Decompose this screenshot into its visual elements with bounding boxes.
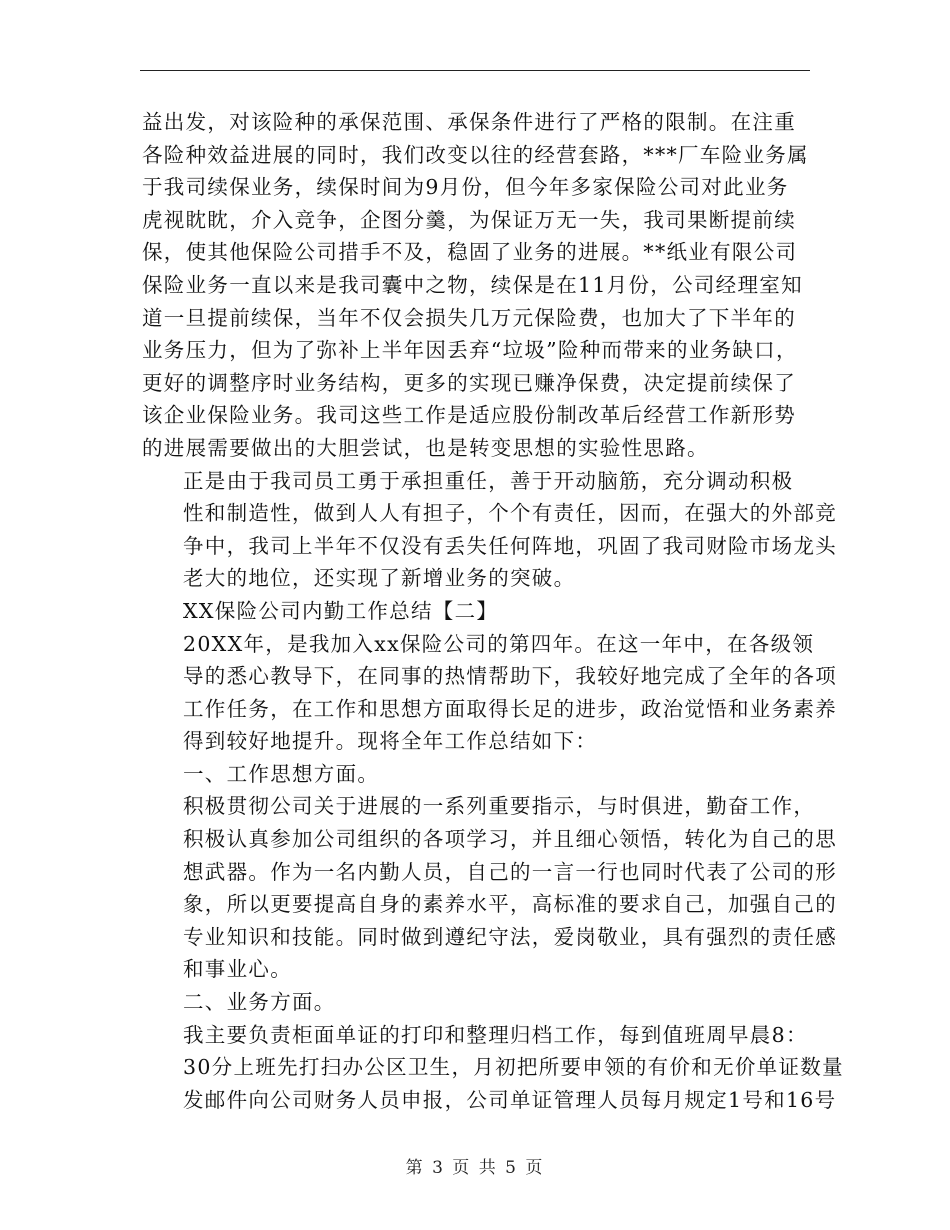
- text-line: 业务压力，但为了弥补上半年因丢弃“垃圾”险种而带来的业务缺口，: [142, 338, 798, 363]
- paragraph: [142, 1019, 844, 1117]
- text-line: 更好的调整序时业务结构，更多的实现已赚净保费，决定提前续保了: [142, 370, 796, 395]
- text-line: 正是由于我司员工勇于承担重任，善于开动脑筋，充分调动积极: [183, 468, 794, 493]
- text-line: 发邮件向公司财务人员申报，公司单证管理人员每月规定1号和16号: [183, 1087, 837, 1112]
- text-line: 20XX年，是我加入xx保险公司的第四年。在这一年中，在各级领: [183, 631, 815, 656]
- text-line: 一、工作思想方面。: [183, 761, 380, 786]
- paragraph: [142, 790, 837, 986]
- text-line: 积极认真参加公司组织的各项学习，并且细心领悟，转化为自己的思: [183, 827, 837, 852]
- paragraph: [142, 758, 810, 791]
- paragraph: [142, 628, 837, 758]
- text-line: 老大的地位，还实现了新增业务的突破。: [183, 566, 576, 591]
- text-line: 保险业务一直以来是我司囊中之物，续保是在11月份，公司经理室知: [142, 272, 803, 297]
- document-body: [142, 106, 844, 1116]
- text-line: 工作任务，在工作和思想方面取得长足的进步，政治觉悟和业务素养: [183, 696, 837, 721]
- text-line: 积极贯彻公司关于进展的一系列重要指示，与时俱进，勤奋工作，: [183, 794, 816, 819]
- text-line: 道一旦提前续保，当年不仅会损失几万元保险费，也加大了下半年的: [142, 305, 796, 330]
- text-line: 该企业保险业务。我司这些工作是适应股份制改革后经营工作新形势: [142, 403, 796, 428]
- paragraph: [142, 106, 810, 465]
- text-line: 益出发，对该险种的承保范围、承保条件进行了严格的限制。在注重: [142, 110, 796, 134]
- text-line: 得到较好地提升。现将全年工作总结如下：: [183, 729, 598, 754]
- text-line: 导的悉心教导下，在同事的热情帮助下，我较好地完成了全年的各项: [183, 664, 837, 689]
- paragraph: [142, 986, 810, 1019]
- text-line: 的进展需要做出的大胆尝试，也是转变思想的实验性思路。: [142, 435, 709, 460]
- text-line: 想武器。作为一名内勤人员，自己的一言一行也同时代表了公司的形: [183, 859, 837, 884]
- text-line: 二、业务方面。: [183, 990, 336, 1015]
- text-line: 30分上班先打扫办公区卫生，月初把所要申领的有价和无价单证数量: [183, 1055, 844, 1080]
- text-line: 专业知识和技能。同时做到遵纪守法，爱岗敬业，具有强烈的责任感: [183, 924, 837, 949]
- paragraph: [142, 595, 810, 628]
- text-line: 和事业心。: [183, 957, 292, 982]
- text-line: 我主要负责柜面单证的打印和整理归档工作，每到值班周早晨8：: [183, 1022, 808, 1047]
- text-line: 象，所以更要提高自身的素养水平，高标准的要求自己，加强自己的: [183, 892, 837, 917]
- text-line: 争中，我司上半年不仅没有丢失任何阵地，巩固了我司财险市场龙头: [183, 533, 837, 558]
- text-line: 虎视眈眈，介入竞争，企图分羹，为保证万无一失，我司果断提前续: [142, 207, 796, 232]
- paragraph: [142, 465, 837, 595]
- text-line: 于我司续保业务，续保时间为9月份，但今年多家保险公司对此业务: [142, 175, 789, 200]
- text-line: 保，使其他保险公司措手不及，稳固了业务的进展。**纸业有限公司: [142, 240, 798, 265]
- page-number: 第 3 页 共 5 页: [405, 1158, 545, 1178]
- text-line: XX保险公司内勤工作总结【二】: [183, 598, 499, 623]
- text-line: 性和制造性，做到人人有担子，个个有责任，因而，在强大的外部竞: [183, 501, 837, 526]
- text-line: 各险种效益进展的同时，我们改变以往的经营套路，***厂车险业务属: [142, 142, 809, 167]
- header-rule: [140, 70, 810, 71]
